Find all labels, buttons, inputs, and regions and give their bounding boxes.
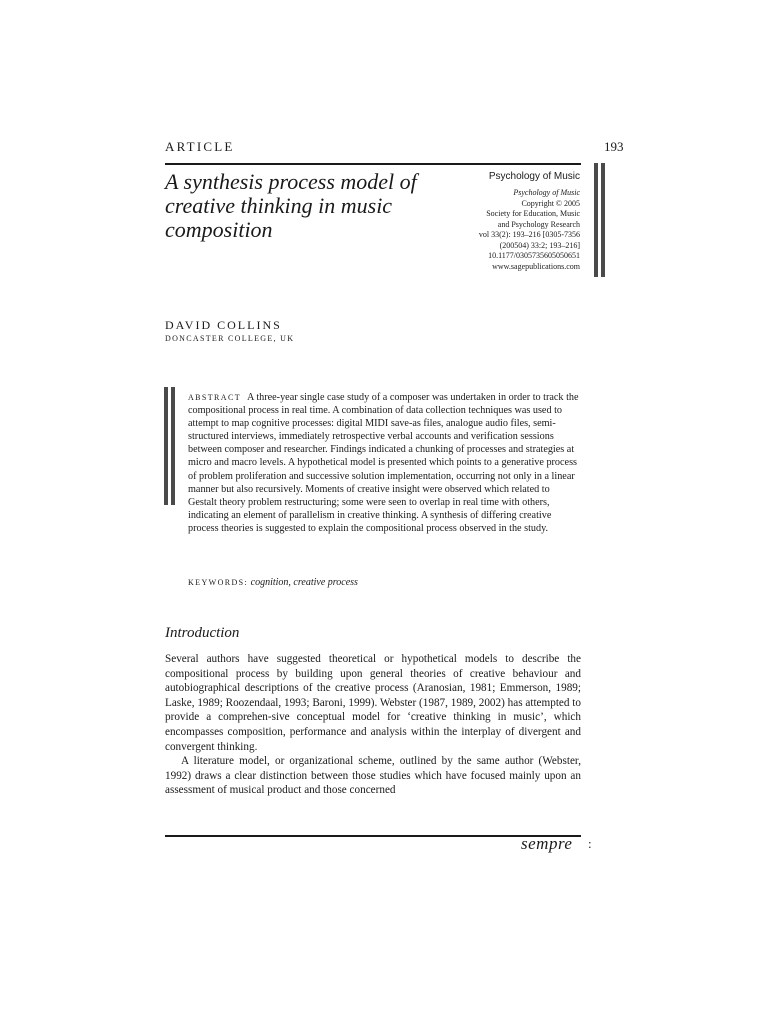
body-paragraph: Several authors have suggested theoretical or hypothetical models to describe the compositional process by building upon general theories of creative behaviour and autobiographical descriptions of the creative process (Aranosian, 1981; Emmerson, 1989; Laske, 1989; Roozendaal, 1993; Baroni, 1999). Webster (1987, 1989, 2002) has attempted to provide a comprehen-sive conceptual model for ‘creative thinking in music’, which encompasses composition, performance and analysis within the interplay of divergent and convergent thinking. [165,653,581,753]
journal-info-line: Copyright © 2005 [521,198,580,208]
section-heading-introduction: Introduction [165,625,240,641]
journal-info [440,170,580,272]
journal-side-bar-1 [594,163,598,277]
abstract-side-bar-2 [171,387,175,505]
journal-info-line: www.sagepublications.com [492,261,580,271]
keywords-label: KEYWORDS: [188,578,249,587]
abstract-side-bar-1 [164,387,168,505]
journal-name: Psychology of Music [488,171,580,182]
keywords-value: cognition, creative process [250,577,358,588]
journal-info-line: and Psychology Research [497,219,580,229]
journal-info-line: (200504) 33:2; 193–216] [499,240,580,250]
author-name: DAVID COLLINS [165,318,282,332]
page-number: 193 [604,139,624,154]
abstract-text: A three-year single case study of a composer was undertaken in order to track the compositional process in real time. A combination of data collection techniques was used to attempt to map cognitive processes: digital MIDI save-as files, analogue audio files, semi-structured interviews, immediately retrospective verbal accounts and verification sessions between composer and researcher. Findings indicated a chunking of processes and strategies at micro and macro levels. A hypothetical model is presented which points to a generative process of problem proliferation and successive solution implementation, occurring not only in a linear manner but also recursively. Moments of creative insight were observed which related to Gestalt theory problem restructuring; some were seen to overlap in real time with others, indicating an element of parallelism in creative thinking. A synthesis of differing creative process theories is suggested to explain the compositional process observed in the study. [188,392,579,534]
section-label: ARTICLE [165,139,235,154]
introduction-body [165,652,581,798]
author-affiliation: DONCASTER COLLEGE, UK [165,334,295,343]
body-paragraph: A literature model, or organizational scheme, outlined by the same author (Webster, 1992) draws a clear distinction between those studies which have focused mainly upon an assessment of musical product and those concerned [165,755,581,797]
publisher-mark: : [588,836,592,851]
abstract [188,391,580,535]
journal-side-bar-2 [601,163,605,277]
abstract-label: ABSTRACT [188,393,241,402]
keywords [188,577,358,588]
journal-info-line: Society for Education, Music [486,209,580,218]
journal-info-line: 10.1177/0305735605050651 [488,251,580,260]
publisher-logo: sempre [521,834,573,853]
journal-info-line: vol 33(2): 193–216 [0305-7356 [478,230,580,239]
article-title: A synthesis process model of creative thinking in music composition [165,169,417,242]
footer-rule [165,835,581,837]
header-rule [165,163,581,165]
journal-info-line: Psychology of Music [513,188,580,197]
